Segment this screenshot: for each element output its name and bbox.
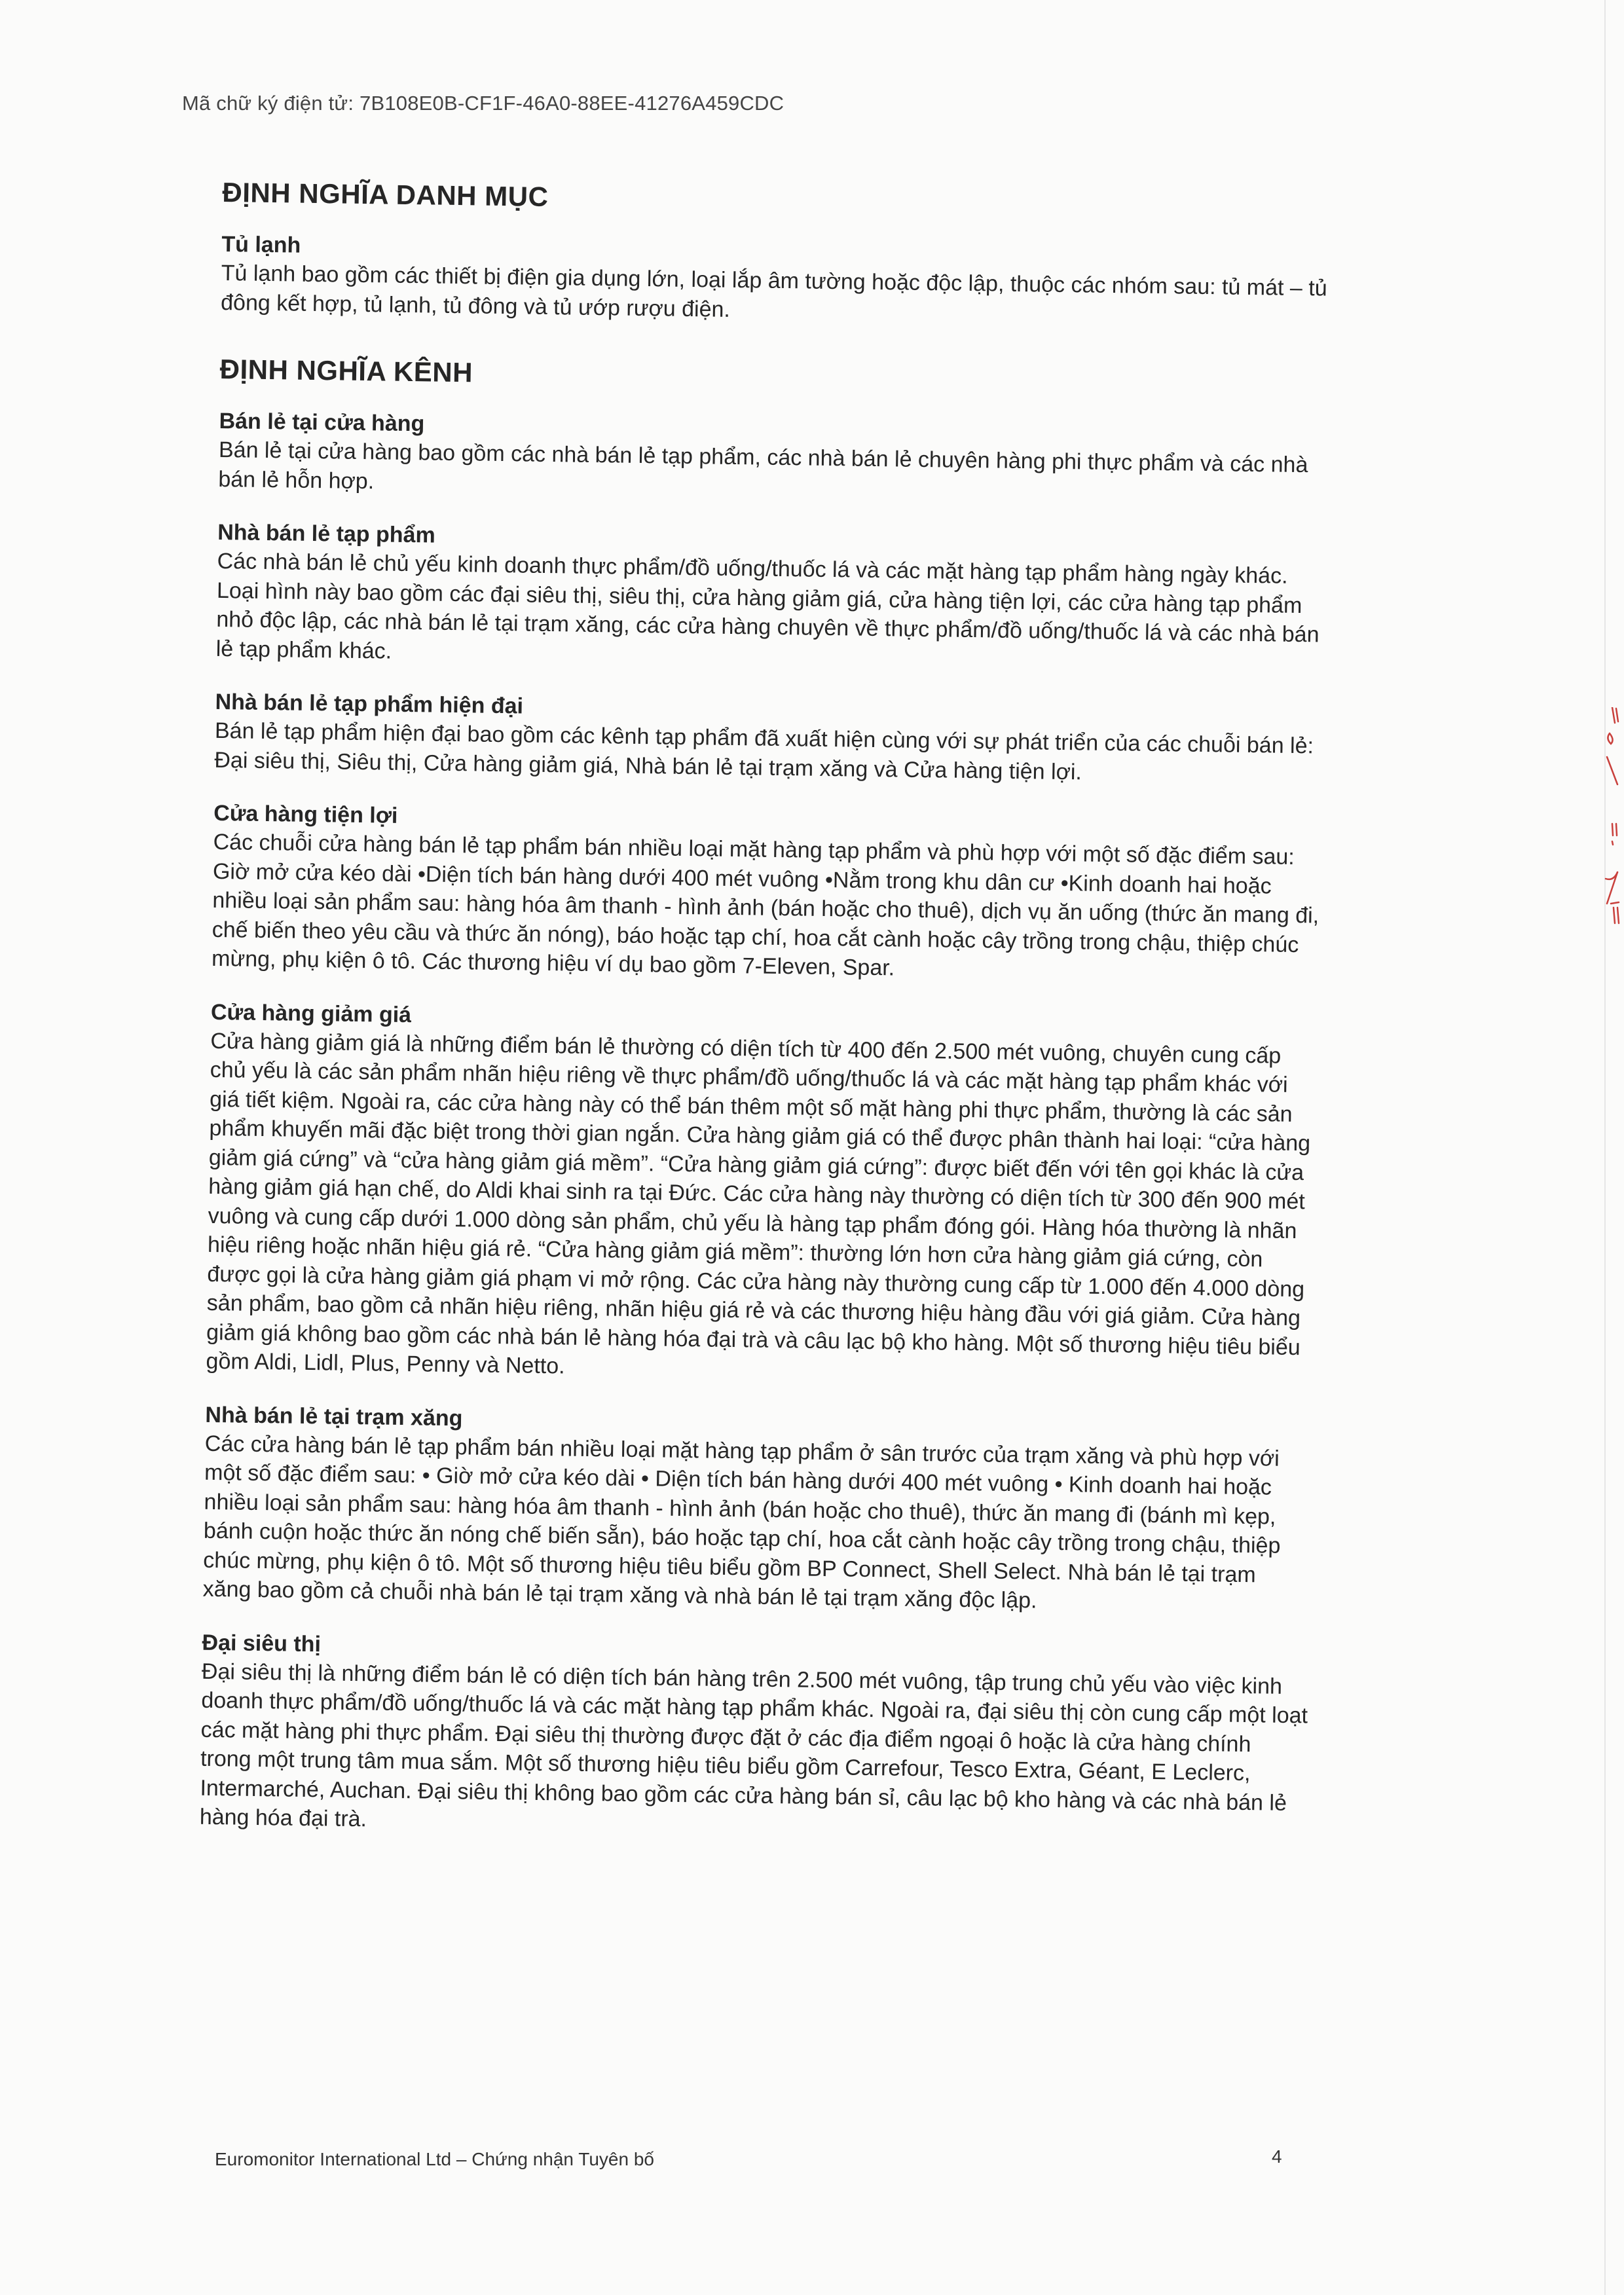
channel-hypermarkets	[200, 1630, 1309, 1847]
channel-body: Các nhà bán lẻ chủ yếu kinh doanh thực phẩm/đồ uống/thuốc lá và các mặt hàng tạp phẩm hàng ngày khác. Loại hình này bao gồm các đại siêu thị, siêu thị, cửa hàng giảm giá, cửa hàng tiện lợi, các cửa hàng tạp phẩm nhỏ độc lập, các nhà bán lẻ tại trạm xăng, các cửa hàng chuyên về thực phẩm/đồ uống/thuốc lá và các nhà bán lẻ tạp phẩm khác.	[215, 548, 1320, 664]
channel-convenience-stores	[212, 801, 1321, 989]
scan-edge	[1604, 0, 1606, 2295]
category-body: Tủ lạnh bao gồm các thiết bị điện gia dụng lớn, loại lắp âm tường hoặc độc lập, thuộc các nhóm sau: tủ mát – tủ đông kết hợp, tủ lạnh, tủ đông và tủ ướp rượu điện.	[220, 260, 1327, 322]
channel-modern-grocery-retailers	[214, 689, 1322, 790]
footer-publisher: Euromonitor International Ltd – Chứng nhận Tuyên bố	[215, 2149, 654, 2169]
channel-grocery-retailers	[215, 520, 1324, 679]
channel-forecourt-retailers	[202, 1402, 1312, 1619]
channel-title: Bán lẻ tại cửa hàng	[219, 408, 425, 437]
channel-title: Cửa hàng tiện lợi	[213, 800, 398, 828]
document-body	[199, 169, 1329, 1873]
channel-body: Các chuỗi cửa hàng bán lẻ tạp phẩm bán nhiều loại mặt hàng tạp phẩm và phù hợp với một số đặc điểm sau: Giờ mở cửa kéo dài •Diện tích bán hàng dưới 400 mét vuông •Nằm trong khu dân cư •Kinh doanh hai hoặc nhiều loại sản phẩm sau: hàng hóa âm thanh - hình ảnh (bán hoặc cho thuê), dịch vụ ăn uống (thức ăn mang đi, chế biến theo yêu cầu và thức ăn nóng), báo hoặc tạp chí, hoa cắt cành hoặc cây trồng trong chậu, thiệp chúc mừng, phụ kiện ô tô. Các thương hiệu ví dụ bao gồm 7-Eleven, Spar.	[211, 829, 1320, 981]
channel-discounters	[206, 999, 1318, 1391]
channel-title: Cửa hàng giảm giá	[210, 999, 412, 1027]
channel-body: Bán lẻ tại cửa hàng bao gồm các nhà bán lẻ tạp phẩm, các nhà bán lẻ chuyên hàng phi thực phẩm và các nhà bán lẻ hỗn hợp.	[218, 437, 1308, 494]
category-definition-heading: ĐỊNH NGHĨA DANH MỤC	[222, 176, 549, 212]
channel-definition-heading: ĐỊNH NGHĨA KÊNH	[219, 353, 473, 388]
digital-signature-id: Mã chữ ký điện tử: 7B108E0B-CF1F-46A0-88EE-41276A459CDC	[182, 92, 784, 115]
category-refrigerator	[221, 232, 1329, 333]
category-title: Tủ lạnh	[221, 231, 301, 258]
channel-body: Đại siêu thị là những điểm bán lẻ có diện tích bán hàng trên 2.500 mét vuông, tập trung chủ yếu vào việc kinh doanh thực phẩm/đồ uống/thuốc lá và các mặt hàng tạp phẩm khác. Ngoài ra, đại siêu thị còn cung cấp một loạt các mặt hàng phi thực phẩm. Đại siêu thị thường được đặt ở các địa điểm ngoại ô hoặc là cửa hàng chính trong một trung tâm mua sắm. Một số thương hiệu tiêu biểu gồm Carrefour, Tesco Extra, Géant, E Leclerc, Intermarché, Auchan. Đại siêu thị không bao gồm các cửa hàng bán sỉ, câu lạc bộ kho hàng và các nhà bán lẻ hàng hóa đại trà.	[199, 1659, 1308, 1832]
channel-body: Các cửa hàng bán lẻ tạp phẩm bán nhiều loại mặt hàng tạp phẩm ở sân trước của trạm xăng và phù hợp với một số đặc điểm sau: • Giờ mở cửa kéo dài • Diện tích bán hàng dưới 400 mét vuông • Kinh doanh hai hoặc nhiều loại sản phẩm sau: hàng hóa âm thanh - hình ảnh (bán hoặc cho thuê), thức ăn mang đi (bánh mì kẹp, bánh cuộn hoặc thức ăn nóng chế biến sẵn), báo hoặc tạp chí, hoa cắt cành hoặc cây trồng trong chậu, thiệp chúc mừng, phụ kiện ô tô. Một số thương hiệu tiêu biểu gồm BP Connect, Shell Select. Nhà bán lẻ tại trạm xăng bao gồm cả chuỗi nhà bán lẻ tại trạm xăng và nhà bán lẻ tại trạm xăng độc lập.	[202, 1431, 1281, 1613]
channel-store-based-retailing	[218, 409, 1326, 509]
handwritten-margin-marks	[1598, 707, 1624, 969]
channel-title: Nhà bán lẻ tạp phẩm hiện đại	[215, 689, 524, 719]
channel-title: Đại siêu thị	[202, 1630, 322, 1657]
channel-title: Nhà bán lẻ tạp phẩm	[217, 519, 435, 548]
channel-body: Cửa hàng giảm giá là những điểm bán lẻ thường có diện tích từ 400 đến 2.500 mét vuông, chuyên cung cấp chủ yếu là các sản phẩm nhãn hiệu riêng về thực phẩm/đồ uống/thuốc lá và các mặt hàng tạp phẩm khác với giá tiết kiệm. Ngoài ra, các cửa hàng này có thể bán thêm một số mặt hàng phi thực phẩm, thường là các sản phẩm khuyến mãi đặc biệt trong thời gian ngắn. Cửa hàng giảm giá có thể được phân thành hai loại: “cửa hàng giảm giá cứng” và “cửa hàng giảm giá mềm”. “Cửa hàng giảm giá cứng”: được biết đến với tên gọi khác là cửa hàng giảm giá hạn chế, do Aldi khai sinh ra tại Đức. Các cửa hàng này thường có diện tích từ 300 đến 900 mét vuông và cung cấp dưới 1.000 dòng sản phẩm, chủ yếu là hàng tạp phẩm đóng gói. Hàng hóa thường là nhãn hiệu riêng hoặc nhãn hiệu giá rẻ. “Cửa hàng giảm giá mềm”: thường lớn hơn cửa hàng giảm giá cứng, còn được gọi là cửa hàng giảm giá phạm vi mở rộng. Các cửa hàng này thường cung cấp từ 1.000 đến 4.000 dòng sản phẩm, bao gồm cả nhãn hiệu riêng, nhãn hiệu giá rẻ và các thương hiệu hàng đầu với giá giảm. Cửa hàng giảm giá không bao gồm các nhà bán lẻ hàng hóa đại trà và câu lạc bộ kho hàng. Một số thương hiệu tiêu biểu gồm Aldi, Lidl, Plus, Penny và Netto.	[206, 1028, 1311, 1379]
channel-body: Bán lẻ tạp phẩm hiện đại bao gồm các kênh tạp phẩm đã xuất hiện cùng với sự phát triển của các chuỗi bán lẻ: Đại siêu thị, Siêu thị, Cửa hàng giảm giá, Nhà bán lẻ tại trạm xăng và Cửa hàng tiện lợi.	[214, 718, 1314, 784]
page-number: 4	[1272, 2146, 1282, 2167]
channel-title: Nhà bán lẻ tại trạm xăng	[205, 1402, 463, 1431]
